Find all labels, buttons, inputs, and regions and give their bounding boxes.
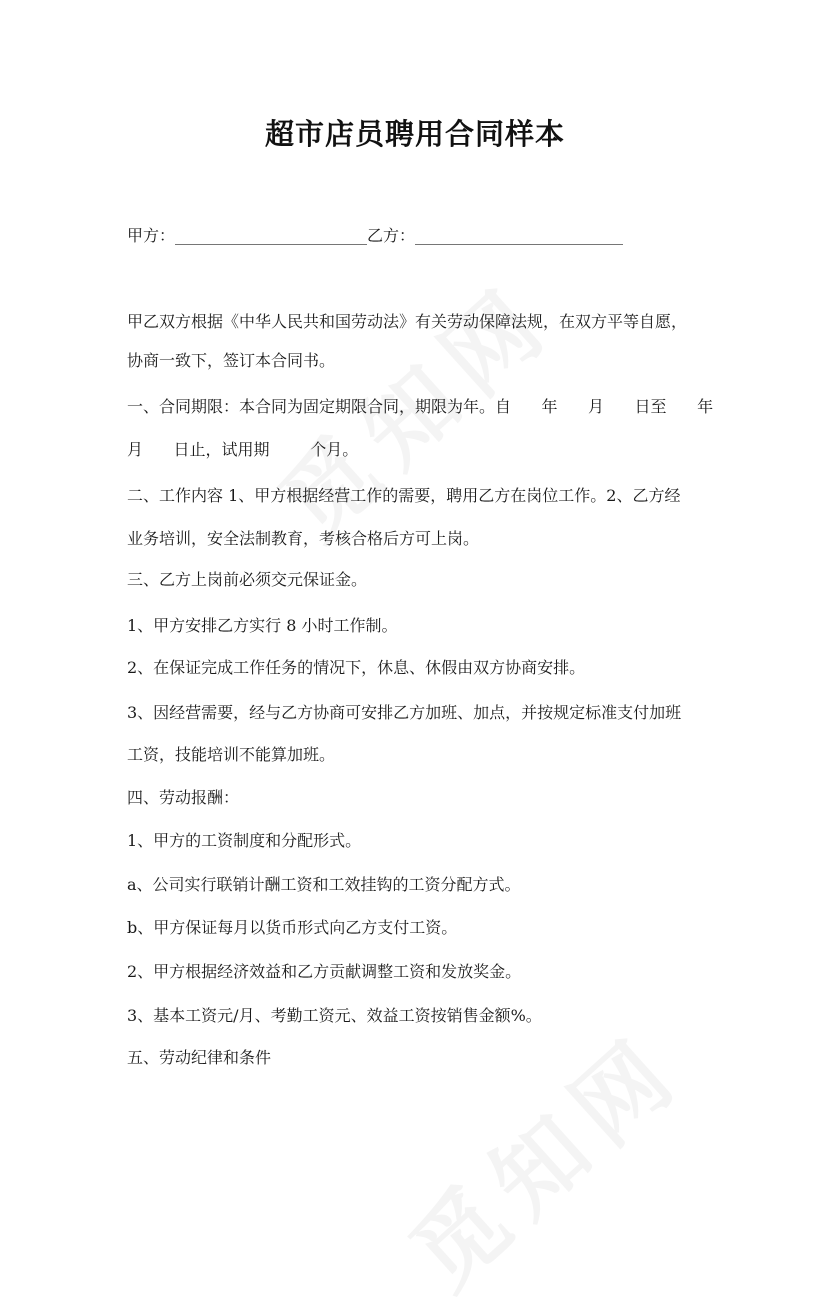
watermark [377,999,706,1313]
document-title: 超市店员聘用合同样本 [264,117,565,151]
paragraph-line: 三、乙方上岗前必须交元保证金。 [127,570,368,589]
paragraph-line: 二、工作内容 1、甲方根据经营工作的需要，聘用乙方在岗位工作。2、乙方经 [127,486,681,505]
section-heading: 四、劳动报酬： [127,788,240,807]
paragraph-line: 2、甲方根据经济效益和乙方贡献调整工资和发放奖金。 [127,962,522,981]
section-heading: 五、劳动纪律和条件 [127,1048,272,1067]
paragraph-line: 甲乙双方根据《中华人民共和国劳动法》有关劳动保障法规，在双方平等自愿， [127,312,688,331]
party-line: 甲方：________________________乙方：__________________________ [127,226,624,245]
paragraph-line: 1、甲方的工资制度和分配形式。 [127,831,362,850]
paragraph-line: b、甲方保证每月以货币形式向乙方支付工资。 [127,918,458,937]
paragraph-line: 工资，技能培训不能算加班。 [127,745,336,764]
paragraph-line: 1、甲方安排乙方实行 8 小时工作制。 [127,616,398,635]
paragraph-line: a、公司实行联销计酬工资和工效挂钩的工资分配方式。 [127,875,521,894]
paragraph-line: 3、基本工资元/月、考勤工资元、效益工资按销售金额%。 [127,1006,542,1025]
paragraph-line: 2、在保证完成工作任务的情况下，休息、休假由双方协商安排。 [127,658,586,677]
paragraph-line: 协商一致下，签订本合同书。 [127,351,336,370]
paragraph-line: 月 日止，试用期 个月。 [127,440,359,459]
paragraph-line: 3、因经营需要，经与乙方协商可安排乙方加班、加点，并按规定标准支付加班 [127,703,682,722]
paragraph-line: 一、合同期限：本合同为固定期限合同，期限为年。自 年 月 日至 年 [127,397,714,416]
paragraph-line: 业务培训，安全法制教育，考核合格后方可上岗。 [127,529,480,548]
